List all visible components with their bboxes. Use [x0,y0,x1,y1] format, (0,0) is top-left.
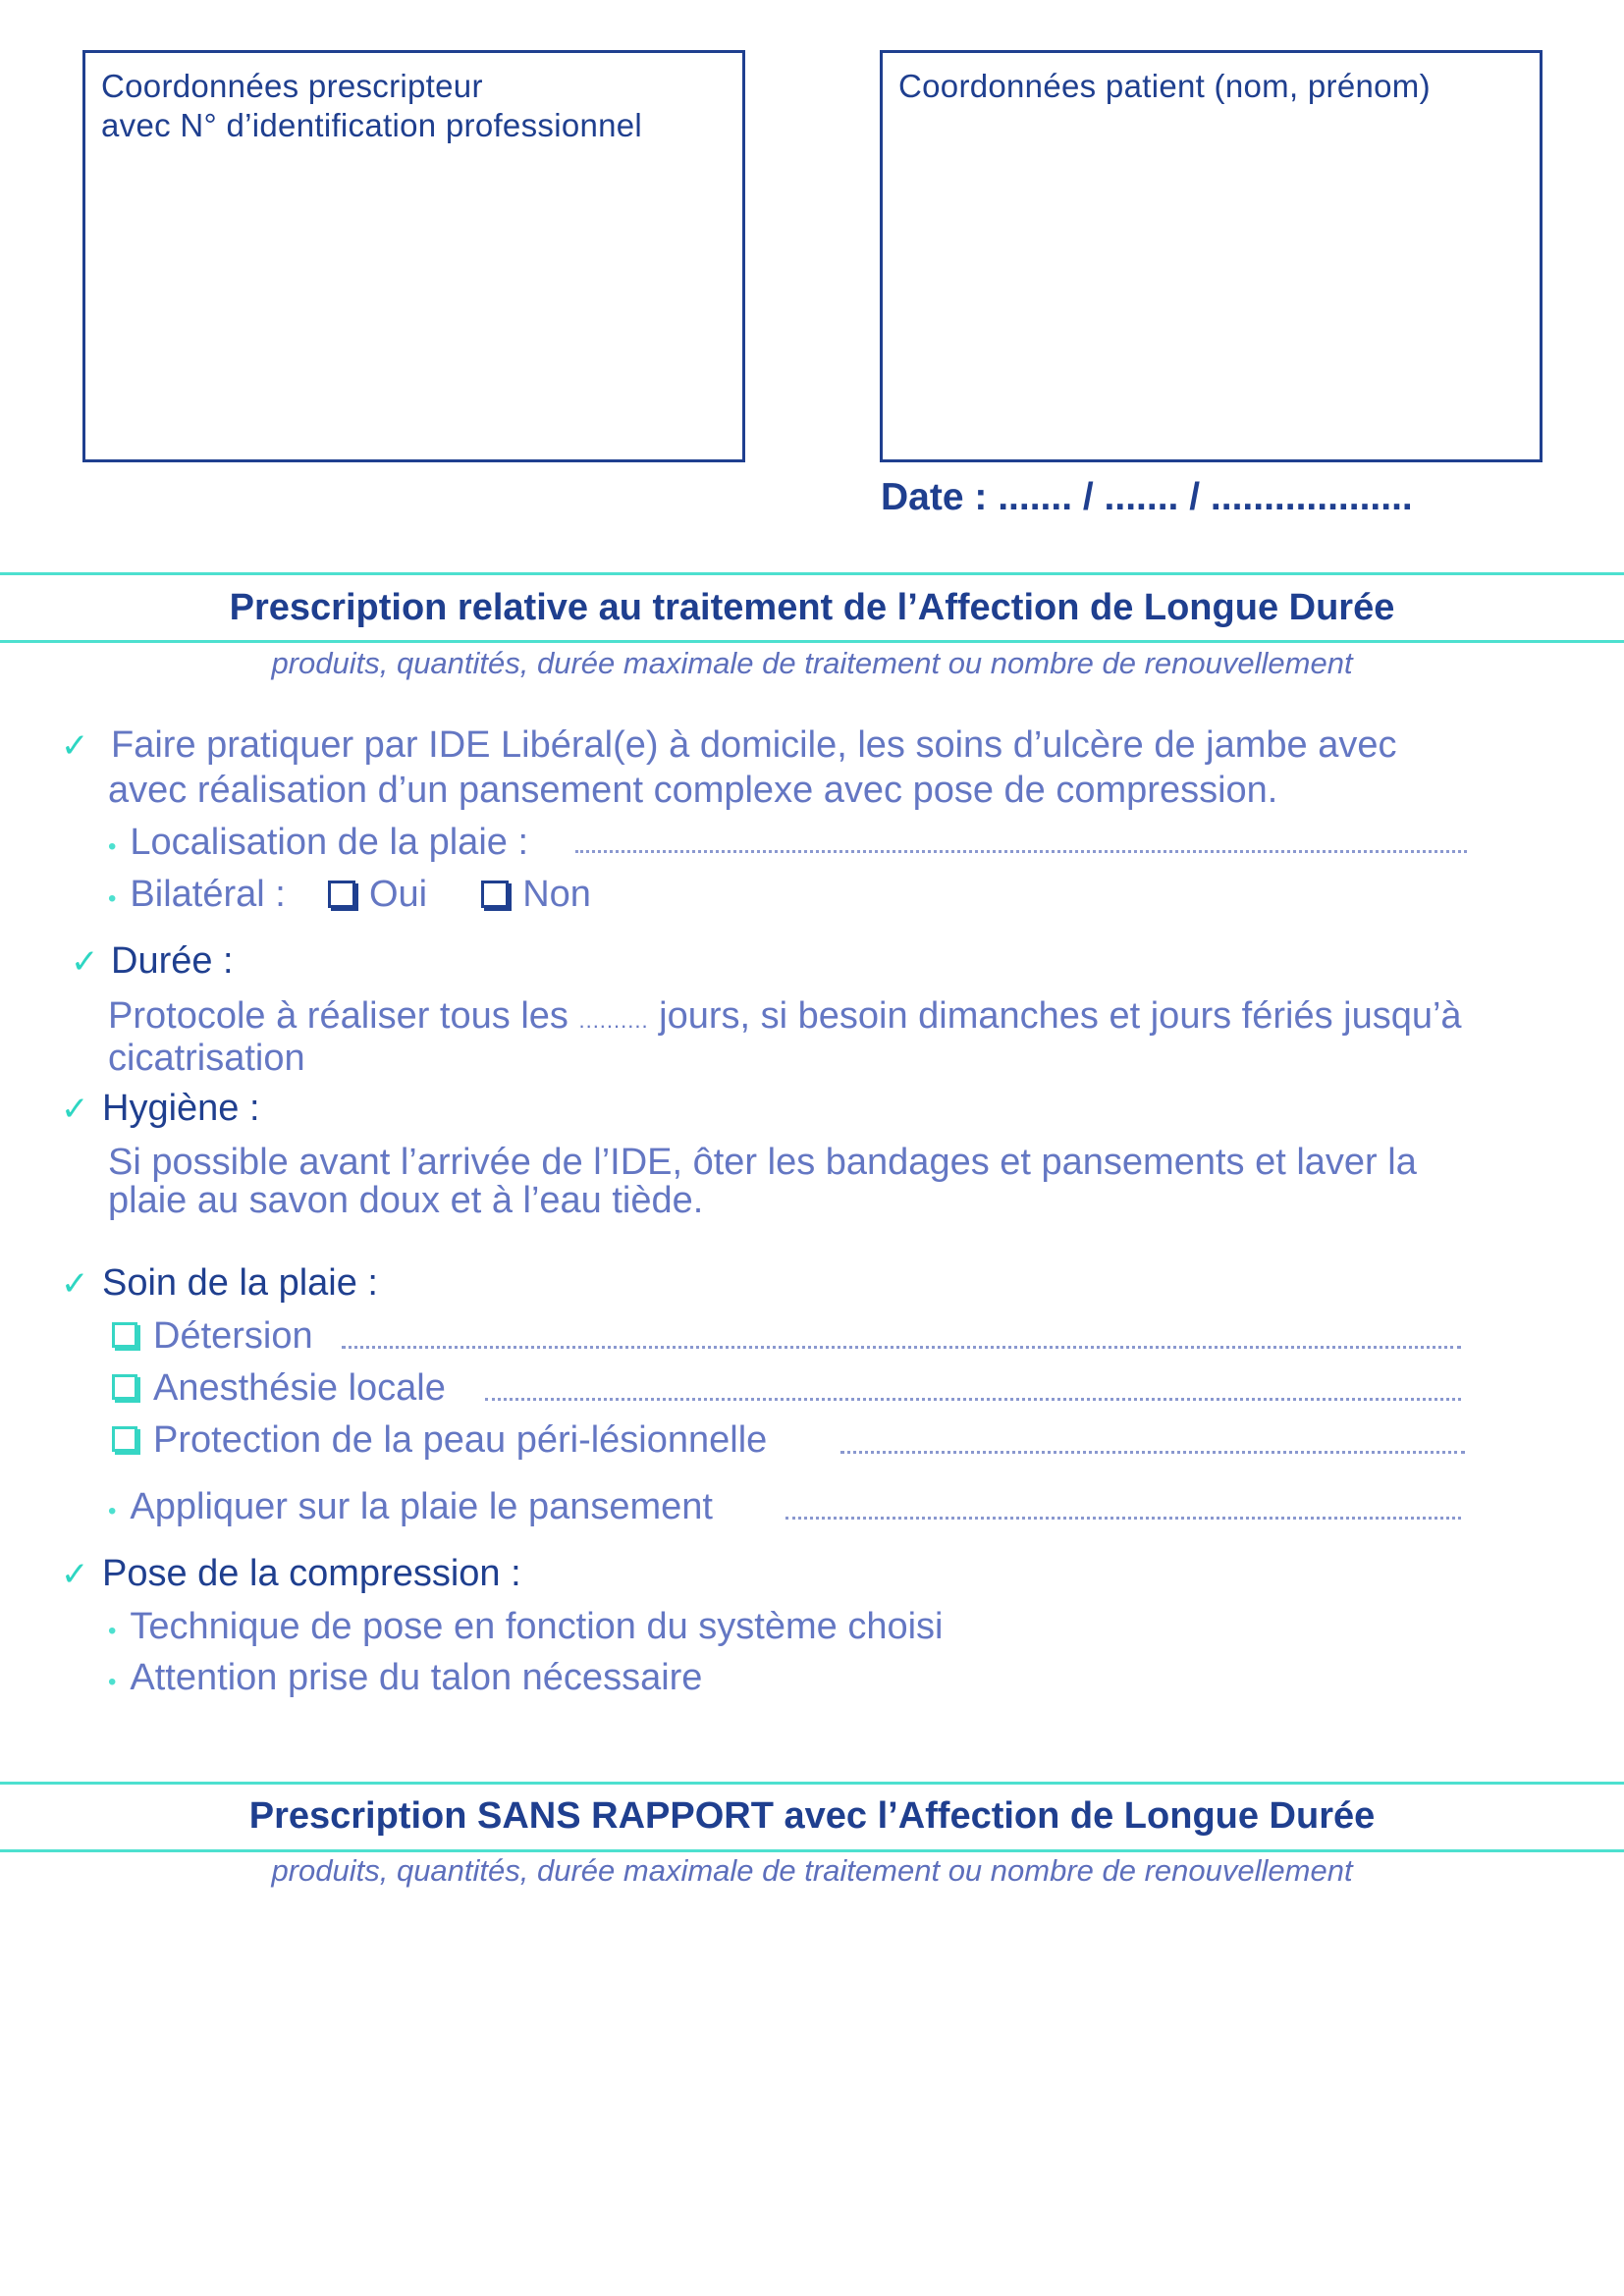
anesthesie-field[interactable] [485,1398,1461,1401]
non-checkbox[interactable] [481,881,509,908]
technique-label: Technique de pose en fonction du système choisi [130,1606,944,1647]
duree-line1 [108,995,1462,1038]
section2-title: Prescription SANS RAPPORT avec l’Affection de Longue Durée [248,1795,1376,1837]
check-icon: ✓ [61,1556,89,1593]
hygiene-heading: Hygiène : [102,1088,260,1129]
patient-label: Coordonnées patient (nom, prénom) [898,68,1431,104]
detersion-row [112,1315,313,1358]
bullet-icon: • [108,1669,117,1695]
bullet-icon: • [108,1618,117,1644]
duree-line2: cicatrisation [108,1038,305,1079]
item1-line2: avec réalisation d’un pansement complexe avec pose de compression. [108,770,1278,811]
hygiene-line1: Si possible avant l’arrivée de l’IDE, ôter les bandages et pansements et laver la [108,1142,1417,1183]
bullet-icon: • [108,1498,117,1524]
item1-line1: Faire pratiquer par IDE Libéral(e) à domicile, les soins d’ulcère de jambe avec [111,724,1397,766]
prescriber-label-line2: avec N° d’identification professionnel [101,107,643,143]
detersion-field[interactable] [342,1346,1461,1349]
protection-checkbox[interactable] [112,1426,137,1452]
check-icon: ✓ [61,1265,89,1303]
localisation-field[interactable] [575,850,1467,853]
protection-label: Protection de la peau péri-lésionnelle [153,1419,768,1461]
section2-bottom-rule [0,1849,1624,1852]
check-icon: ✓ [71,943,99,981]
non-label: Non [522,874,591,915]
anesthesie-checkbox[interactable] [112,1374,137,1400]
patient-box[interactable] [880,50,1543,462]
check-icon: ✓ [61,1091,89,1128]
oui-checkbox[interactable] [328,881,355,908]
duree-text-after: jours, si besoin dimanches et jours fériés jusqu’à [659,995,1462,1037]
detersion-label: Détersion [153,1315,313,1357]
compression-heading: Pose de la compression : [102,1553,521,1594]
prescriber-box[interactable] [82,50,745,462]
localisation-row [108,822,528,864]
section1-bottom-rule [0,640,1624,643]
appliquer-row [108,1486,713,1528]
hygiene-line2: plaie au savon doux et à l’eau tiède. [108,1180,704,1221]
oui-label: Oui [368,874,428,915]
bullet-icon: • [108,833,117,860]
anesthesie-label: Anesthésie locale [153,1367,446,1409]
localisation-label: Localisation de la plaie : [130,822,529,863]
bilateral-row [108,874,591,916]
detersion-checkbox[interactable] [112,1322,137,1348]
duree-heading: Durée : [111,940,234,982]
technique-row [108,1606,943,1648]
date-field[interactable]: Date : ....... / ....... / ................... [881,476,1413,518]
talon-row [108,1657,702,1699]
bilateral-label: Bilatéral : [130,874,286,915]
appliquer-field[interactable] [785,1517,1461,1520]
appliquer-label: Appliquer sur la plaie le pansement [130,1486,713,1527]
talon-label: Attention prise du talon nécessaire [130,1657,703,1698]
protection-row [112,1419,767,1462]
duree-days-field[interactable]: .......... [578,1008,649,1033]
check-icon: ✓ [61,727,89,765]
section1-subtitle: produits, quantités, durée maximale de traitement ou nombre de renouvellement [271,646,1353,680]
prescription-free-area[interactable] [82,1904,1542,2258]
prescriber-label-line1: Coordonnées prescripteur [101,68,483,104]
soin-heading: Soin de la plaie : [102,1262,378,1304]
protection-field[interactable] [840,1451,1465,1454]
section2-top-rule [0,1782,1624,1785]
section1-title: Prescription relative au traitement de l’Affection de Longue Durée [229,587,1395,628]
anesthesie-row [112,1367,446,1410]
section2-subtitle: produits, quantités, durée maximale de traitement ou nombre de renouvellement [271,1853,1353,1888]
bullet-icon: • [108,885,117,912]
duree-text-before: Protocole à réaliser tous les [108,995,568,1037]
section1-top-rule [0,572,1624,575]
